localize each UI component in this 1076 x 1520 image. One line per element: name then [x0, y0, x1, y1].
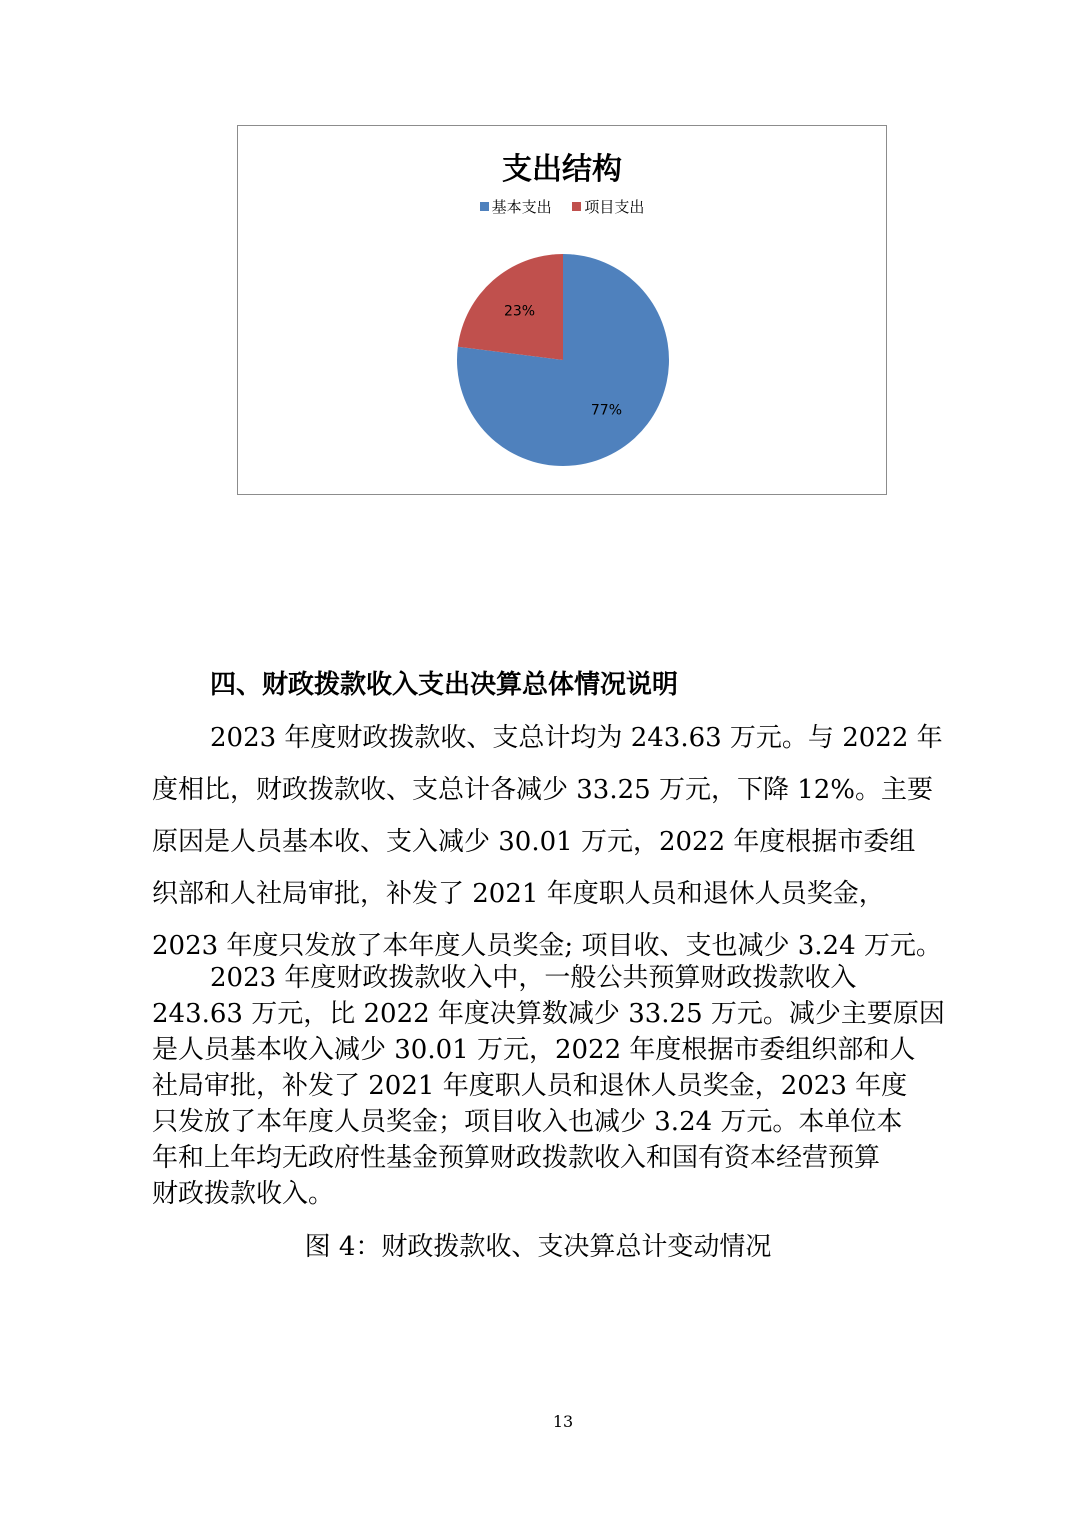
pie-chart-frame — [237, 125, 887, 495]
paragraph-2-line: 社局审批，补发了 2021 年度职人员和退休人员奖金，2023 年度 — [152, 1071, 908, 1101]
pie-chart — [238, 126, 886, 494]
paragraph-2-line: 2023 年度财政拨款收入中，一般公共预算财政拨款收入 — [210, 963, 857, 993]
paragraph-2-line: 只发放了本年度人员奖金；项目收入也减少 3.24 万元。本单位本 — [152, 1107, 903, 1137]
paragraph-1-line: 2023 年度财政拨款收、支总计均为 243.63 万元。与 2022 年 — [210, 723, 943, 753]
paragraph-2-line: 243.63 万元，比 2022 年度决算数减少 33.25 万元。减少主要原因 — [152, 999, 945, 1029]
legend-label-project: 项目支出 — [584, 198, 645, 216]
chart-title: 支出结构 — [502, 152, 622, 187]
paragraph-2-line: 财政拨款收入。 — [152, 1179, 335, 1209]
paragraph-1-line: 原因是人员基本收、支入减少 30.01 万元，2022 年度根据市委组 — [152, 827, 916, 857]
legend-label-basic: 基本支出 — [491, 198, 552, 216]
paragraph-2 — [152, 960, 972, 1212]
paragraph-1-line: 织部和人社局审批，补发了 2021 年度职人员和退休人员奖金， — [152, 879, 885, 909]
paragraph-1-line: 度相比，财政拨款收、支总计各减少 33.25 万元，下降 12%。主要 — [152, 775, 934, 805]
pie-label-basic: 77% — [590, 402, 623, 419]
figure-caption: 图 4：财政拨款收、支决算总计变动情况 — [304, 1232, 772, 1262]
paragraph-2-line: 是人员基本收入减少 30.01 万元，2022 年度根据市委组织部和人 — [152, 1035, 916, 1065]
pie-label-project: 23% — [503, 303, 536, 320]
section-heading: 四、财政拨款收入支出决算总体情况说明 — [210, 670, 679, 700]
paragraph-2-line: 年和上年均无政府性基金预算财政拨款收入和国有资本经营预算 — [152, 1143, 881, 1173]
paragraph-1-line: 2023 年度只发放了本年度人员奖金; 项目收、支也减少 3.24 万元。 — [152, 931, 942, 961]
paragraph-1 — [152, 712, 972, 972]
page-number: 13 — [552, 1412, 574, 1431]
